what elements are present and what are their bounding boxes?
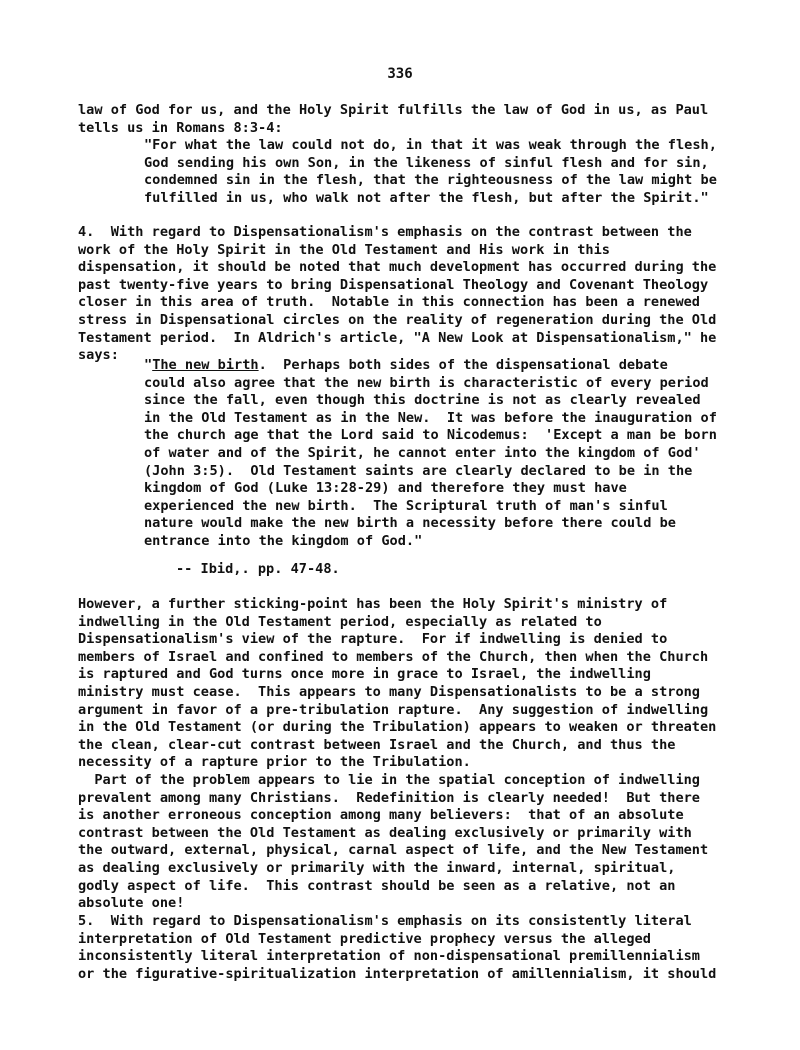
part-of-problem-paragraph-line: is another erroneous conception among many believers: that of an absolute bbox=[78, 807, 684, 824]
however-paragraph-line: in the Old Testament (or during the Tribulation) appears to weaken or threaten bbox=[78, 719, 717, 736]
opening-paragraph-line: tells us in Romans 8:3-4: bbox=[78, 119, 283, 136]
however-paragraph-line: However, a further sticking-point has been the Holy Spirit's ministry of bbox=[78, 596, 668, 612]
however-paragraph-line: ministry must cease. This appears to many Dispensationalists to be a strong bbox=[78, 684, 700, 700]
point-4-paragraph-line: dispensation, it should be noted that much development has occurred during the bbox=[78, 259, 717, 276]
aldrich-quote-line: entrance into the kingdom of God." bbox=[144, 533, 423, 549]
aldrich-quote-line: could also agree that the new birth is characteristic of every period bbox=[144, 374, 709, 391]
quote-first-line-rest: . Perhaps both sides of the dispensational debate bbox=[258, 357, 668, 373]
point-5-paragraph-line: inconsistently literal interpretation of non-dispensational premillennialism bbox=[78, 948, 700, 965]
aldrich-quote-line: (John 3:5). Old Testament saints are clearly declared to be in the bbox=[144, 462, 693, 479]
aldrich-quote-line bbox=[144, 357, 668, 375]
however-paragraph-line: Dispensationalism's view of the rapture. For if indwelling is denied to bbox=[78, 631, 668, 648]
however-paragraph-line: argument in favor of a pre-tribulation rapture. Any suggestion of indwelling bbox=[78, 701, 709, 718]
part-of-problem-paragraph-line: godly aspect of life. This contrast should be seen as a relative, not an bbox=[78, 877, 676, 894]
point-4-paragraph-line: stress in Dispensational circles on the reality of regeneration during the Old bbox=[78, 312, 717, 328]
however-paragraph-line: members of Israel and confined to members of the Church, then when the Church bbox=[78, 648, 709, 665]
point-5-paragraph-line: 5. With regard to Dispensationalism's emphasis on its consistently literal bbox=[78, 913, 692, 929]
point-4-paragraph-line: 4. With regard to Dispensationalism's emphasis on the contrast between the bbox=[78, 224, 692, 240]
however-paragraph-line: necessity of a rapture prior to the Tribulation. bbox=[78, 754, 471, 771]
underlined-heading: The new birth bbox=[152, 357, 259, 373]
point-4-paragraph-line: past twenty-five years to bring Dispensational Theology and Covenant Theology bbox=[78, 276, 709, 293]
aldrich-quote-line: the church age that the Lord said to Nicodemus: 'Except a man be born bbox=[144, 427, 717, 444]
part-of-problem-paragraph-line: contrast between the Old Testament as dealing exclusively or primarily with bbox=[78, 824, 692, 841]
romans-quote-line: condemned sin in the flesh, that the righteousness of the law might be bbox=[144, 172, 717, 189]
part-of-problem-paragraph-line: as dealing exclusively or primarily with the inward, internal, spiritual, bbox=[78, 860, 676, 876]
point-4-paragraph-line: Testament period. In Aldrich's article, "A New Look at Dispensationalism," he bbox=[78, 329, 717, 346]
however-paragraph-line: is raptured and God turns once more in grace to Israel, the indwelling bbox=[78, 666, 651, 683]
part-of-problem-paragraph-line: prevalent among many Christians. Redefinition is clearly needed! But there bbox=[78, 789, 700, 806]
part-of-problem-paragraph-line: Part of the problem appears to lie in the spatial conception of indwelling bbox=[78, 772, 700, 788]
romans-quote-line: God sending his own Son, in the likeness of sinful flesh and for sin, bbox=[144, 154, 709, 171]
point-5-paragraph-line: or the figurative-spiritualization interpretation of amillennialism, it should bbox=[78, 965, 717, 982]
aldrich-quote-line: in the Old Testament as in the New. It was before the inauguration of bbox=[144, 409, 717, 426]
citation-line: -- Ibid,. pp. 47-48. bbox=[176, 561, 340, 577]
however-paragraph-line: the clean, clear-cut contrast between Israel and the Church, and thus the bbox=[78, 736, 676, 753]
aldrich-quote-line: since the fall, even though this doctrine is not as clearly revealed bbox=[144, 392, 701, 409]
point-4-paragraph-line: closer in this area of truth. Notable in this connection has been a renewed bbox=[78, 294, 700, 311]
page-number: 336 bbox=[387, 66, 413, 82]
romans-quote-line: "For what the law could not do, in that it was weak through the flesh, bbox=[144, 137, 717, 153]
romans-quote-line: fulfilled in us, who walk not after the flesh, but after the Spirit." bbox=[144, 189, 709, 206]
part-of-problem-paragraph-line: the outward, external, physical, carnal aspect of life, and the New Testament bbox=[78, 842, 709, 859]
point-5-paragraph-line: interpretation of Old Testament predictive prophecy versus the alleged bbox=[78, 930, 651, 947]
however-paragraph-line: indwelling in the Old Testament period, especially as related to bbox=[78, 613, 602, 630]
quote-open-mark: " bbox=[144, 357, 153, 373]
aldrich-quote-line: nature would make the new birth a necessity before there could be bbox=[144, 515, 676, 532]
opening-paragraph-line: law of God for us, and the Holy Spirit fulfills the law of God in us, as Paul bbox=[78, 102, 709, 118]
aldrich-quote-line: kingdom of God (Luke 13:28-29) and therefore they must have bbox=[144, 480, 627, 497]
point-4-paragraph-line: says: bbox=[78, 347, 119, 364]
aldrich-quote-line: of water and of the Spirit, he cannot enter into the kingdom of God' bbox=[144, 445, 701, 461]
part-of-problem-paragraph-line: absolute one! bbox=[78, 895, 185, 912]
aldrich-quote-line: experienced the new birth. The Scriptural truth of man's sinful bbox=[144, 497, 668, 514]
point-4-paragraph-line: work of the Holy Spirit in the Old Testament and His work in this bbox=[78, 241, 610, 258]
